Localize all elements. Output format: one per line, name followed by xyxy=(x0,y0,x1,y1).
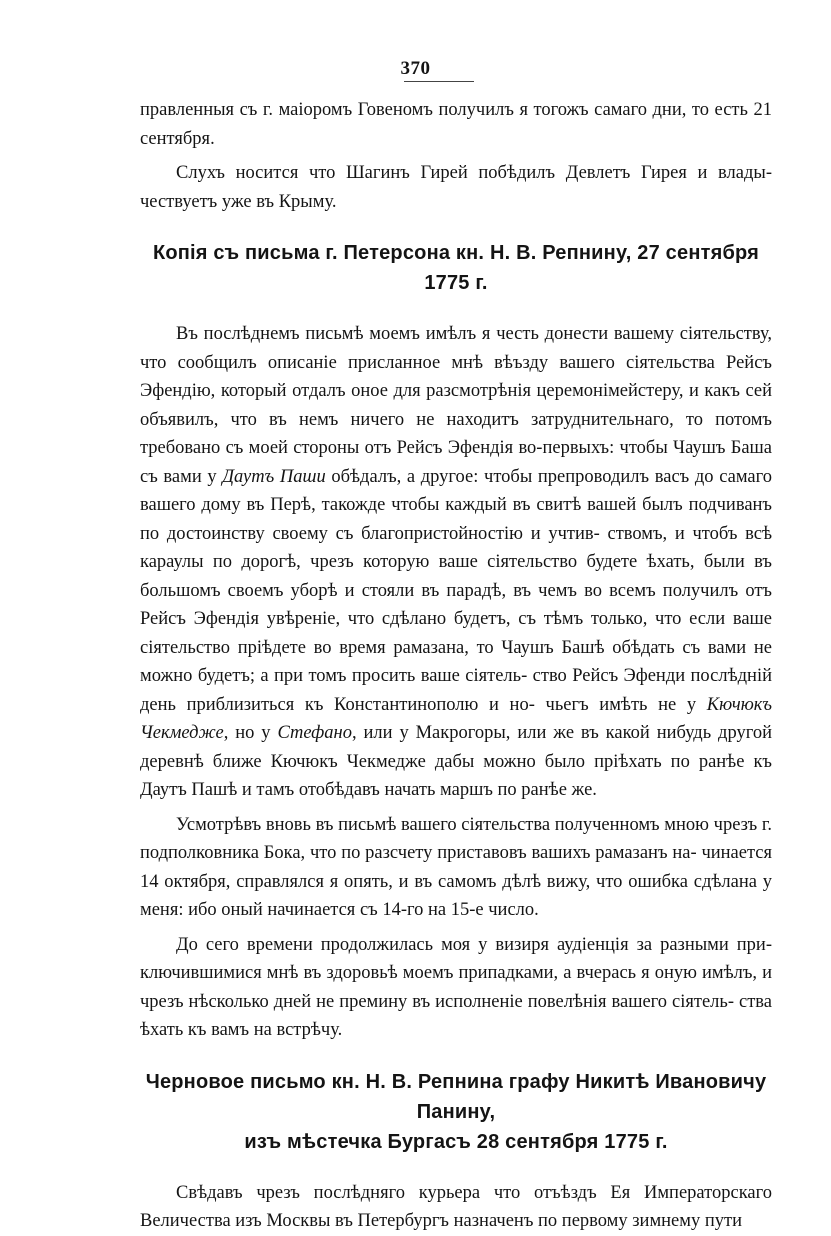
italic-place: Стефано xyxy=(277,723,352,743)
italic-place: Кючюкъ Чекмедже xyxy=(140,694,772,743)
heading-line: Копія съ письма г. Петерсона кн. Н. В. Репнину, 27 сентября xyxy=(152,242,760,264)
text-line: чьегъ имѣть не у xyxy=(545,694,707,715)
italic-name: Даутъ Паши xyxy=(222,466,326,487)
rumor-paragraph xyxy=(140,159,772,216)
text-line: До сего времени продолжилась моя у визиря аудіенція за разными при- xyxy=(176,934,772,955)
page-number-rule xyxy=(404,81,474,82)
page-number: 370 xyxy=(400,58,431,79)
continuation-paragraph xyxy=(140,96,772,153)
text-column xyxy=(140,96,772,1236)
text-line: обѣдалъ, а другое: чтобы препроводилъ васъ xyxy=(325,466,690,487)
text-line: ства ѣхать къ вамъ на встрѣчу. xyxy=(140,991,772,1040)
text-line: есть 21 сентября. xyxy=(140,100,772,149)
text-line: по ранѣе же. xyxy=(497,780,597,800)
text-line: Усмотрѣвъ вновь въ письмѣ вашего сіятельства полученномъ мною чрезъ xyxy=(176,814,758,835)
text-line: Баша съ вами у xyxy=(140,438,772,487)
text-line: г. подполковника Бока, что по разсчету приставовъ вашихъ рамазанъ на- xyxy=(140,814,772,863)
text-line: до самаго вашего дому въ Перѣ, такожде чтобы каждый въ свитѣ вашей xyxy=(140,466,773,515)
text-line: , но у xyxy=(223,723,278,743)
text-line: правленныя съ г. маіоромъ Говеномъ получилъ я тогожъ самаго дни, то xyxy=(140,100,709,120)
text-line: ключившимися мнѣ въ здоровьѣ моемъ припадками, а вчерась я оную имѣлъ, xyxy=(140,963,758,983)
text-line: во всемъ получилъ отъ Рейсъ Эфендія увѣреніе, что сдѣлано будетъ, съ тѣмъ xyxy=(140,580,772,629)
text-line: Слухъ носится что Шагинъ Гирей побѣдилъ Девлетъ Гирея и влады- xyxy=(176,163,772,183)
text-line: что сообщилъ описаніе присланное мнѣ вѣъзду вашего сіятельства Рейсъ xyxy=(140,352,772,373)
text-line: Свѣдавъ чрезъ послѣдняго курьера что отъѣздъ Ея Императорскаго xyxy=(176,1182,772,1203)
text-line: ствомъ, и чтобъ всѣ караулы по дорогѣ, чрезъ которую ваше сіятельство xyxy=(140,523,773,572)
letter-heading-repnin xyxy=(140,1067,772,1157)
letter-heading-peterson xyxy=(140,238,772,298)
letter-paragraph xyxy=(140,1179,772,1236)
text-line: Величества изъ Москвы въ Петербургъ назначенъ по первому зимнему пути xyxy=(140,1211,742,1231)
text-line: и чрезъ нѣсколько дней не премину въ исполненіе повелѣнія вашего сіятель- xyxy=(140,963,772,1012)
text-line: , или у Макрогоры, или xyxy=(351,723,547,743)
text-line: ство Рейсъ Эфенди послѣдній день приблизиться къ Константинополю и но- xyxy=(140,666,772,715)
text-line: только, что если ваше сіятельство пріѣдете во время рамазана, то Чаушъ xyxy=(140,609,773,658)
heading-line: Черновое письмо кн. Н. В. Репнина графу Никитѣ Ивановичу Панину, xyxy=(145,1070,767,1123)
letter-paragraph xyxy=(140,931,772,1045)
heading-line: 1775 г. xyxy=(424,272,488,294)
letter-paragraph xyxy=(140,811,772,925)
text-line: чинается 14 октября, справлялся я опять, и въ самомъ дѣлѣ вижу, что xyxy=(140,843,773,892)
text-line: сей объявилъ, что въ немъ ничего не находитъ затруднительнаго, то потомъ xyxy=(140,381,773,430)
text-line: былъ подчиванъ по достоинству своему съ благопристойностію и учтив- xyxy=(140,495,772,544)
text-line: было пріѣхать по ранѣе къ Даутъ Пашѣ и тамъ отобѣдавъ начать маршъ xyxy=(140,751,773,800)
text-line: ошибка сдѣлана у меня: ибо оный начинается съ 14-го на 15-е число. xyxy=(140,871,773,920)
text-line: чествуетъ уже въ Крыму. xyxy=(140,191,337,212)
heading-line: изъ мѣстечка Бургасъ 28 сентября 1775 г. xyxy=(244,1130,668,1153)
text-line: будете ѣхать, были въ большомъ своемъ уборѣ и стояли въ парадѣ, въ чемъ xyxy=(140,552,772,601)
text-line: же въ какой нибудь другой деревнѣ ближе Кючюкъ Чекмедже дабы можно xyxy=(140,723,772,772)
letter-paragraph xyxy=(140,320,772,805)
text-line: Башѣ обѣдать съ вами не можно будетъ; а при томъ просить ваше сіятель- xyxy=(140,637,772,686)
text-line: Эфендію, который отдалъ оное для разсмотрѣнія церемонімейстеру, и какъ xyxy=(140,381,740,401)
text-line: Въ послѣднемъ письмѣ моемъ имѣлъ я честь донести вашему сіятельству, xyxy=(176,324,772,344)
text-line: требовано съ моей стороны отъ Рейсъ Эфендія во-первыхъ: чтобы Чаушъ xyxy=(140,438,726,458)
